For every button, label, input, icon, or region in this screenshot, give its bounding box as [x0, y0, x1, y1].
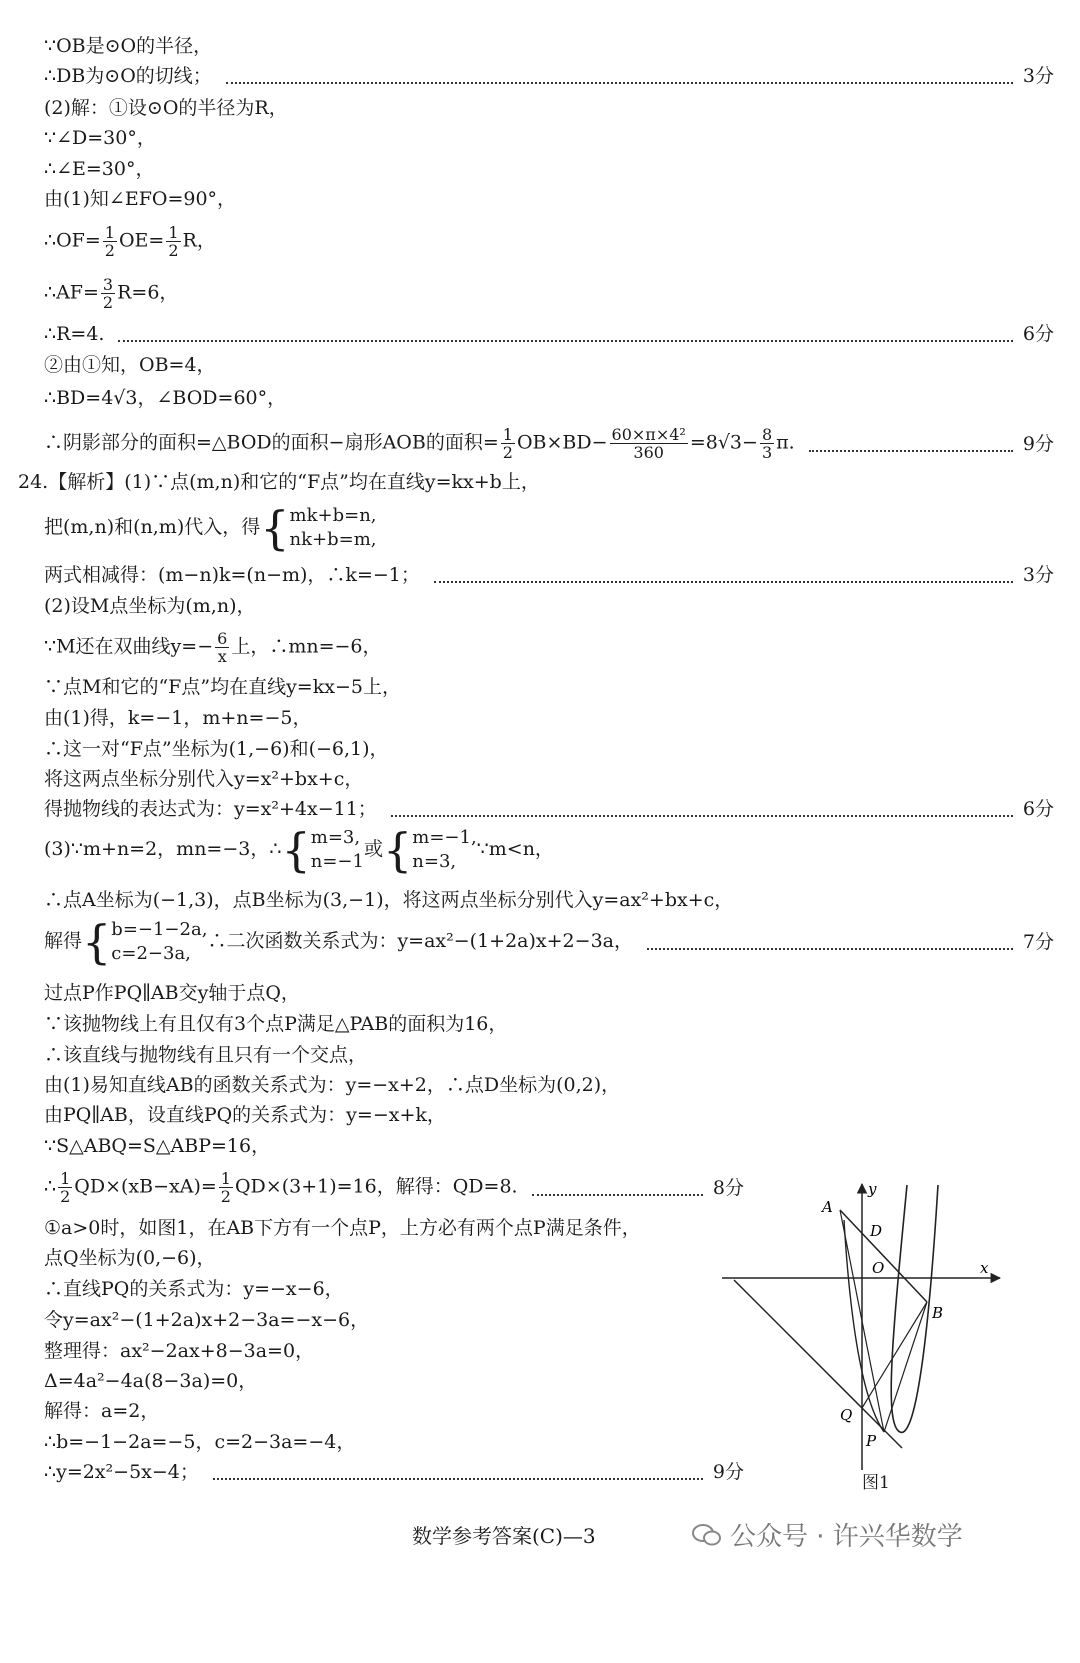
fraction-numerator: 3 [102, 275, 114, 294]
label-q: Q [840, 1406, 853, 1424]
left-brace: { [82, 915, 112, 969]
score-label: 7分 [1022, 931, 1054, 953]
text-part: QD×(3+1)=16，解得：QD=8. [234, 1175, 518, 1198]
watermark-text: 公众号 · 许兴华数学 [730, 1522, 963, 1552]
leader-dots [647, 934, 1013, 950]
fraction-denominator: 2 [168, 241, 179, 260]
leader-dots [118, 326, 1012, 342]
line-case-a-pos: ①a>0时，如图1，在AB下方有一个点P，上方必有两个点P满足条件， [44, 1217, 641, 1239]
line-final-parabola [44, 1460, 744, 1484]
text-part: ∴阴影部分的面积=△BOD的面积−扇形AOB的面积= [44, 431, 499, 454]
line-quadratic [44, 915, 1054, 969]
line-qd-8 [44, 1170, 744, 1205]
equation-rows [412, 826, 476, 874]
text-part: ∴ [44, 1175, 57, 1198]
line-f-points: ∴这一对“F点”坐标为(1,−6)和(−6,1)， [44, 738, 389, 760]
fraction-numerator: 1 [168, 223, 179, 242]
equation-row: n=−1 [310, 851, 364, 872]
text-part: ∵M还在双曲线y=− [44, 635, 214, 658]
text-part: R=6， [117, 281, 179, 304]
figure-1 [722, 1180, 1008, 1480]
page-footer: 数学参考答案(C)—3 [412, 1524, 596, 1548]
fraction-half [103, 224, 117, 259]
label-o: O [872, 1259, 885, 1277]
line-pq-function: 由PQ∥AB，设直线PQ的关系式为：y=−x+k， [44, 1104, 446, 1126]
fraction-denominator: x [217, 647, 227, 666]
fraction-half [219, 1170, 233, 1205]
text-part: 把(m,n)和(n,m)代入，得 [44, 516, 261, 538]
label-p: P [866, 1432, 877, 1450]
line-a-2: 解得：a=2， [44, 1400, 160, 1422]
figure-caption: 图1 [862, 1473, 890, 1493]
line-pq [734, 1280, 902, 1448]
line-ab-function: 由(1)易知直线AB的函数关系式为：y=−x+2，∴点D坐标为(0,2)， [44, 1074, 621, 1096]
line-text: ∴DB为⊙O的切线； [44, 65, 212, 87]
leader-dots [213, 1464, 703, 1480]
text-part: 解得 [44, 930, 83, 952]
line-ob-4: ②由①知，OB=4， [44, 354, 216, 376]
leader-dots [809, 436, 1013, 452]
equation-rows [290, 504, 377, 552]
equation-rows [111, 918, 207, 966]
line-line-k5: ∵点M和它的“F点”均在直线y=kx−5上， [44, 676, 401, 698]
line-text [44, 915, 633, 969]
equation-system [382, 823, 477, 877]
label-a: A [822, 1198, 833, 1216]
leader-dots [532, 1180, 703, 1196]
line-set-equal: 令y=ax²−(1+2a)x+2−3a=−x−6， [44, 1309, 370, 1331]
line-angle-d: ∵∠D=30°， [44, 127, 156, 149]
equation-system [82, 915, 208, 969]
equation-row: n=3, [412, 851, 457, 872]
fraction-denominator: 2 [60, 1187, 71, 1206]
score-label: 6分 [1022, 798, 1054, 820]
equation-row: b=−1−2a, [111, 919, 208, 940]
label-b: B [932, 1304, 944, 1322]
fraction-half [58, 1170, 72, 1205]
line-bd: ∴BD=4√3，∠BOD=60°， [44, 387, 287, 409]
fraction-numerator: 6 [217, 629, 228, 648]
line-ab [840, 1210, 927, 1302]
fraction-numerator: 1 [104, 223, 115, 242]
fraction-denominator: 2 [104, 241, 115, 260]
text-part: 或 [363, 838, 383, 860]
line-part3-system [44, 823, 554, 877]
line-of [44, 224, 216, 259]
line-db-tangent [44, 64, 1054, 88]
line-discriminant: Δ=4a²−4a(8−3a)=0， [44, 1370, 258, 1392]
line-q-coord: 点Q坐标为(0,−6)， [44, 1247, 216, 1269]
line-bc-values: ∴b=−1−2a=−5，c=2−3a=−4， [44, 1431, 356, 1453]
line-points-ab: ∴点A坐标为(−1,3)，点B坐标为(3,−1)，将这两点坐标分别代入y=ax²+bx+c， [44, 889, 734, 911]
equation-row: m=−1, [412, 827, 477, 848]
line-text: 得抛物线的表达式为：y=x²+4x−11； [44, 798, 377, 820]
line-three-points: ∵该抛物线上有且仅有3个点P满足△PAB的面积为16， [44, 1013, 508, 1035]
fraction-sector [610, 426, 688, 461]
watermark [692, 1516, 963, 1553]
leader-dots [391, 801, 1013, 817]
line-angle-e: ∴∠E=30°， [44, 158, 155, 180]
line-m-coord: (2)设M点坐标为(m,n)， [44, 595, 256, 617]
score-label: 3分 [1022, 564, 1054, 586]
line-text [44, 1170, 518, 1205]
text-part: ∴AF= [44, 281, 99, 304]
fraction-numerator: 60×π×4² [611, 425, 686, 444]
leader-dots [226, 68, 1013, 84]
score-label: 6分 [1022, 323, 1054, 345]
line-parabola-expr [44, 797, 1054, 821]
equation-row: nk+b=m, [289, 529, 377, 550]
fraction-numerator: 1 [60, 1169, 71, 1188]
line-ob-radius: ∵OB是⊙O的半径， [44, 35, 213, 57]
line-part2-radius: (2)解：①设⊙O的半径为R， [44, 97, 288, 119]
line-pq-parallel: 过点P作PQ∥AB交y轴于点Q， [44, 982, 300, 1004]
score-label: 8分 [712, 1176, 744, 1199]
text-part: π. [776, 431, 795, 454]
score-label: 9分 [1022, 432, 1054, 455]
text-part: ∴OF= [44, 229, 101, 252]
line-simplify: 整理得：ax²−2ax+8−3a=0， [44, 1340, 315, 1362]
fraction-numerator: 1 [220, 1169, 231, 1188]
score-label: 3分 [1022, 65, 1054, 87]
score-label: 9分 [712, 1461, 744, 1483]
fraction-numerator: 8 [761, 425, 773, 444]
line-r-4 [44, 322, 1054, 346]
text-part: (3)∵m+n=2，mn=−3，∴ [44, 838, 282, 860]
line-k-neg1 [44, 563, 1054, 587]
line-angle-efo: 由(1)知∠EFO=90°， [44, 188, 237, 210]
line-shaded-area [44, 426, 1054, 461]
fraction-denominator: 3 [761, 443, 773, 462]
fraction-denominator: 2 [220, 1187, 231, 1206]
fraction-three-half [101, 276, 115, 311]
fraction-denominator: 360 [633, 443, 664, 462]
text-part: R， [182, 229, 216, 252]
fraction-half [166, 224, 180, 259]
equation-row: m=3, [310, 827, 361, 848]
left-brace: { [260, 501, 290, 555]
label-d: D [870, 1222, 883, 1240]
line-substitute-parabola: 将这两点坐标分别代入y=x²+bx+c， [44, 768, 364, 790]
line-mn-sum: 由(1)得，k=−1，m+n=−5， [44, 707, 312, 729]
text-part: QD×(xB−xA)= [74, 1175, 217, 1198]
left-brace: { [281, 823, 311, 877]
label-x: x [980, 1259, 989, 1277]
line-text [44, 426, 795, 461]
fraction-denominator: 2 [502, 443, 513, 462]
text-part: =8√3− [689, 431, 758, 454]
line-hyperbola [44, 630, 382, 665]
line-text: ∴y=2x²−5x−4； [44, 1461, 199, 1483]
leader-dots [434, 567, 1013, 583]
equation-row: mk+b=n, [289, 505, 377, 526]
text-part: ∴二次函数关系式为：y=ax²−(1+2a)x+2−3a， [207, 930, 633, 952]
line-af [44, 276, 178, 311]
parabola-curve [891, 1185, 938, 1432]
text-part: OB×BD− [516, 431, 608, 454]
line-bp [884, 1302, 927, 1432]
equation-system [260, 501, 377, 555]
equation-rows [311, 826, 364, 874]
line-q24-intro: 24.【解析】(1)∵点(m,n)和它的“F点”均在直线y=kx+b上， [18, 471, 540, 493]
fraction-half [501, 426, 515, 461]
line-one-intersection: ∴该直线与抛物线有且只有一个交点， [44, 1044, 368, 1066]
wechat-icon [692, 1523, 722, 1547]
line-substitute [44, 501, 377, 555]
text-part: 上，∴mn=−6， [231, 635, 382, 658]
fraction-denominator: 2 [102, 293, 114, 312]
left-brace: { [382, 823, 413, 877]
fraction-eight-third [760, 426, 774, 461]
text-part: OE= [118, 229, 165, 252]
line-text: ∴R=4. [44, 323, 105, 345]
text-part: ∵m<n， [476, 838, 554, 860]
equation-system [281, 823, 364, 877]
fraction-six-x [215, 630, 229, 665]
line-area-equal: ∵S△ABQ=S△ABP=16， [44, 1135, 271, 1157]
label-y: y [868, 1180, 877, 1198]
line-pq-relation: ∴直线PQ的关系式为：y=−x−6， [44, 1278, 344, 1300]
equation-row: c=2−3a, [111, 943, 191, 964]
line-text: 两式相减得：(m−n)k=(n−m)，∴k=−1； [44, 564, 420, 586]
fraction-numerator: 1 [502, 425, 513, 444]
